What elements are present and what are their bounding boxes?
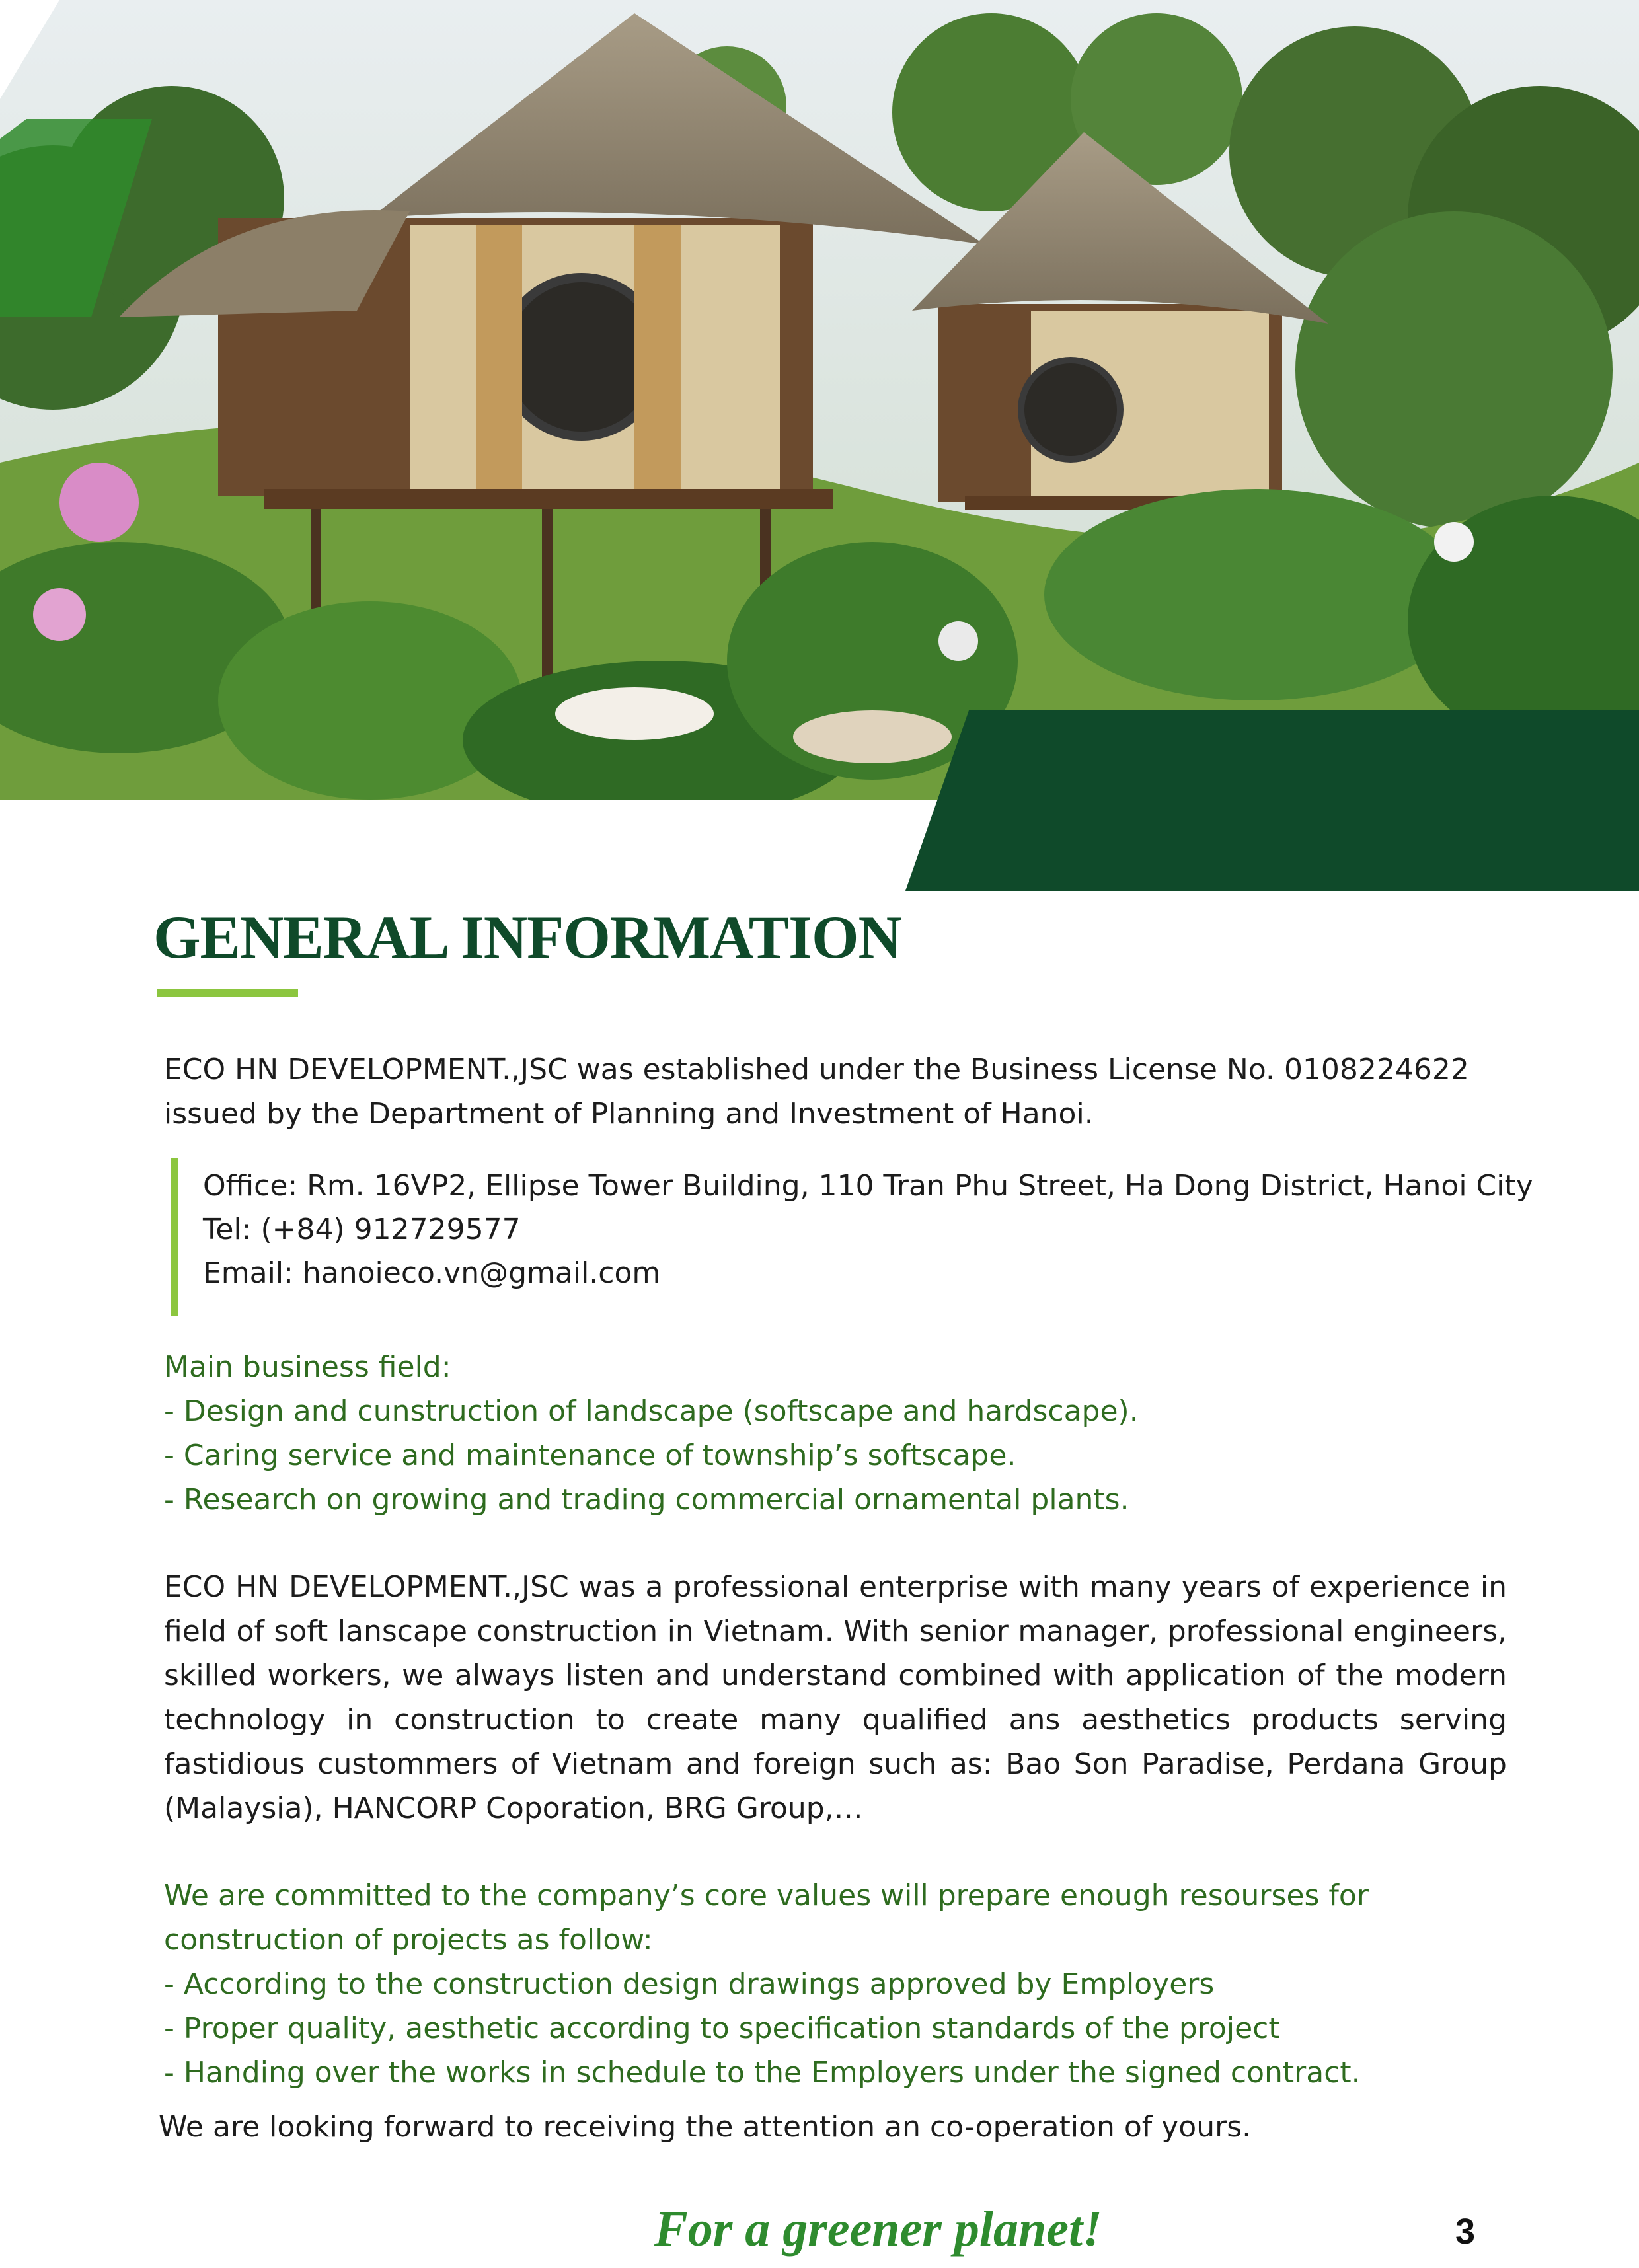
office-address: Office: Rm. 16VP2, Ellipse Tower Building, 110 Tran Phu Street, Ha Dong District, Hanoi City [203,1169,1533,1203]
experience-line: ECO HN DEVELOPMENT.,JSC was a professional enterprise with many years of experience in [164,1570,1507,1604]
commitment-item: - According to the construction design drawings approved by Employers [164,1967,1215,2001]
business-item: - Caring service and maintenance of township’s softscape. [164,1439,1016,1472]
telephone: Tel: (+84) 912729577 [203,1213,521,1246]
commitment-item: - Proper quality, aesthetic according to specification standards of the project [164,2012,1280,2045]
hero-image [0,0,1639,800]
experience-line: technology in construction to create many qualified ans aesthetics products serving [164,1703,1507,1737]
intro-line: issued by the Department of Planning and Investment of Hanoi. [164,1097,1094,1131]
experience-line: (Malaysia), HANCORP Coporation, BRG Group,… [164,1792,863,1825]
contact-box [171,1158,1558,1316]
commitment-line: We are committed to the company’s core values will prepare enough resourses for [164,1879,1369,1912]
intro-paragraph [164,1047,1507,1136]
closing-line: We are looking forward to receiving the attention an co-operation of yours. [159,2110,1252,2144]
closing-paragraph [159,2105,1502,2149]
business-field-section [164,1345,1507,1522]
commitment-section [164,1873,1507,2095]
commitment-line: construction of projects as follow: [164,1923,653,1957]
title-underline [157,989,298,997]
email-address: Email: hanoieco.vn@gmail.com [203,1256,661,1290]
business-item: - Research on growing and trading commercial ornamental plants. [164,1483,1129,1517]
experience-line: field of soft lanscape construction in Vietnam. With senior manager, professional engineers, [164,1614,1507,1648]
experience-paragraph [164,1565,1507,1831]
commitment-item: - Handing over the works in schedule to the Employers under the signed contract. [164,2056,1361,2090]
hero-illustration [0,0,1639,800]
business-item: - Design and cunstruction of landscape (softscape and hardscape). [164,1394,1139,1428]
experience-line: fastidious custommers of Vietnam and foreign such as: Bao Son Paradise, Perdana Group [164,1747,1507,1781]
business-heading: Main business field: [164,1350,451,1384]
footer-slogan: For a greener planet! [654,2201,1102,2257]
experience-line: skilled workers, we always listen and understand combined with application of the modern [164,1659,1507,1692]
green-banner-shape [905,710,1639,891]
page-title: GENERAL INFORMATION [153,903,901,971]
page-number: 3 [1455,2212,1476,2251]
intro-line: ECO HN DEVELOPMENT.,JSC was established under the Business License No. 0108224622 [164,1053,1469,1086]
